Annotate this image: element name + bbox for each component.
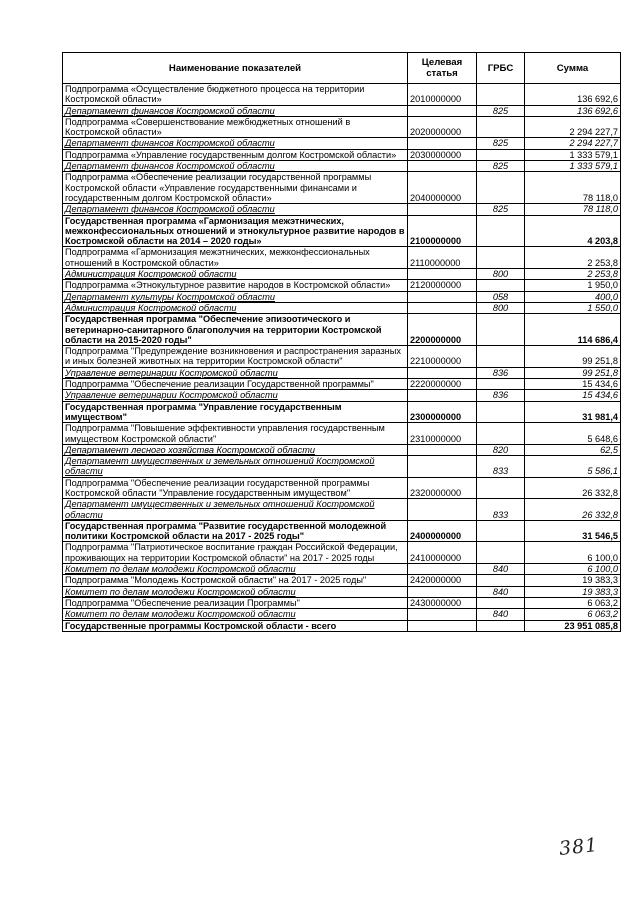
cell-sum: 6 100,0	[525, 564, 621, 575]
cell-name: Подпрограмма "Обеспечение реализации Государственной программы"	[63, 379, 408, 390]
cell-code: 2310000000	[408, 423, 477, 445]
cell-sum: 1 333 579,1	[525, 149, 621, 160]
cell-sum: 1 950,0	[525, 280, 621, 291]
cell-grbs	[477, 575, 525, 586]
cell-code	[408, 499, 477, 521]
cell-name: Комитет по делам молодежи Костромской области	[63, 586, 408, 597]
cell-name: Департамент финансов Костромской области	[63, 105, 408, 116]
cell-sum: 2 253,8	[525, 247, 621, 269]
cell-sum: 400,0	[525, 291, 621, 302]
cell-grbs: 800	[477, 302, 525, 313]
cell-code: 2200000000	[408, 314, 477, 346]
cell-code: 2400000000	[408, 520, 477, 542]
cell-name: Подпрограмма «Этнокультурное развитие народов в Костромской области»	[63, 280, 408, 291]
cell-name: Подпрограмма "Повышение эффективности управления государственным имуществом Костромской области"	[63, 423, 408, 445]
cell-grbs	[477, 314, 525, 346]
cell-sum: 78 118,0	[525, 172, 621, 204]
cell-grbs	[477, 215, 525, 247]
cell-code	[408, 586, 477, 597]
cell-code	[408, 620, 477, 631]
table-row	[63, 444, 621, 455]
cell-name: Подпрограмма "Обеспечение реализации Программы"	[63, 597, 408, 608]
table-row	[63, 367, 621, 378]
cell-grbs: 836	[477, 390, 525, 401]
table-row	[63, 575, 621, 586]
cell-sum: 5 648,6	[525, 423, 621, 445]
table-row	[63, 597, 621, 608]
cell-sum: 62,5	[525, 444, 621, 455]
table-row	[63, 149, 621, 160]
cell-grbs: 836	[477, 367, 525, 378]
cell-code: 2020000000	[408, 116, 477, 138]
cell-sum: 1 333 579,1	[525, 161, 621, 172]
cell-name: Государственная программа «Гармонизация межэтнических, межконфессиональных отношений и этнокультурное развитие народов в Костромской области на 2014 – 2020 годы»	[63, 215, 408, 247]
cell-sum: 78 118,0	[525, 204, 621, 215]
cell-code	[408, 564, 477, 575]
table-row	[63, 609, 621, 620]
cell-code: 2120000000	[408, 280, 477, 291]
cell-name: Администрация Костромской области	[63, 302, 408, 313]
cell-sum: 2 294 227,7	[525, 138, 621, 149]
table-row	[63, 291, 621, 302]
cell-grbs: 833	[477, 499, 525, 521]
cell-code: 2300000000	[408, 401, 477, 423]
header-code: Целевая статья	[408, 53, 477, 84]
cell-sum: 2 294 227,7	[525, 116, 621, 138]
cell-code	[408, 609, 477, 620]
table-body	[63, 84, 621, 632]
table-row	[63, 215, 621, 247]
cell-sum: 6 063,2	[525, 597, 621, 608]
cell-sum: 99 251,8	[525, 346, 621, 368]
cell-name: Подпрограмма "Молодежь Костромской области" на 2017 - 2025 годы"	[63, 575, 408, 586]
cell-name: Государственная программа "Обеспечение эпизоотического и ветеринарно-санитарного благополучия на территории Костромской области на 2015-2020 годы"	[63, 314, 408, 346]
cell-grbs	[477, 149, 525, 160]
cell-grbs	[477, 597, 525, 608]
cell-sum: 19 383,3	[525, 575, 621, 586]
cell-code: 2420000000	[408, 575, 477, 586]
header-name: Наименование показателей	[63, 53, 408, 84]
cell-name: Подпрограмма «Управление государственным долгом Костромской области»	[63, 149, 408, 160]
cell-name: Подпрограмма "Патриотическое воспитание граждан Российской Федерации, проживающих на территории Костромской области" на 2017 - 2025 годы	[63, 542, 408, 564]
cell-code	[408, 444, 477, 455]
table-row	[63, 499, 621, 521]
cell-grbs: 058	[477, 291, 525, 302]
cell-grbs	[477, 620, 525, 631]
cell-name: Управление ветеринарии Костромской области	[63, 390, 408, 401]
cell-grbs	[477, 423, 525, 445]
cell-code	[408, 105, 477, 116]
cell-code	[408, 138, 477, 149]
cell-code	[408, 204, 477, 215]
table-row	[63, 138, 621, 149]
handwritten-page-number: 381	[557, 834, 600, 860]
cell-code	[408, 291, 477, 302]
table-header-row	[63, 53, 621, 84]
cell-name: Департамент имущественных и земельных отношений Костромской области	[63, 499, 408, 521]
table-row	[63, 247, 621, 269]
cell-sum: 5 586,1	[525, 456, 621, 478]
cell-name: Комитет по делам молодежи Костромской области	[63, 609, 408, 620]
table-row	[63, 423, 621, 445]
cell-grbs	[477, 401, 525, 423]
cell-code	[408, 161, 477, 172]
table-row	[63, 390, 621, 401]
cell-name: Департамент лесного хозяйства Костромской области	[63, 444, 408, 455]
cell-grbs: 840	[477, 564, 525, 575]
cell-grbs: 833	[477, 456, 525, 478]
cell-name: Администрация Костромской области	[63, 269, 408, 280]
table-row	[63, 172, 621, 204]
cell-grbs	[477, 172, 525, 204]
cell-code: 2220000000	[408, 379, 477, 390]
cell-grbs	[477, 542, 525, 564]
cell-grbs: 825	[477, 204, 525, 215]
cell-sum: 26 332,8	[525, 499, 621, 521]
cell-name: Подпрограмма «Гармонизация межэтнических, межконфессиональных отношений в Костромской области»	[63, 247, 408, 269]
cell-code: 2100000000	[408, 215, 477, 247]
cell-grbs	[477, 116, 525, 138]
cell-code	[408, 302, 477, 313]
table-row	[63, 456, 621, 478]
table-row	[63, 105, 621, 116]
table-row	[63, 542, 621, 564]
cell-sum: 2 253,8	[525, 269, 621, 280]
cell-grbs: 820	[477, 444, 525, 455]
cell-code	[408, 456, 477, 478]
cell-grbs	[477, 247, 525, 269]
cell-name: Государственная программа "Развитие государственной молодежной политики Костромской области на 2017 - 2025 годы"	[63, 520, 408, 542]
cell-sum: 31 981,4	[525, 401, 621, 423]
cell-code: 2010000000	[408, 84, 477, 106]
cell-sum: 114 686,4	[525, 314, 621, 346]
table-row	[63, 314, 621, 346]
cell-name: Управление ветеринарии Костромской области	[63, 367, 408, 378]
cell-code	[408, 367, 477, 378]
cell-sum: 1 550,0	[525, 302, 621, 313]
cell-name: Подпрограмма «Осуществление бюджетного процесса на территории Костромской области»	[63, 84, 408, 106]
cell-name: Департамент финансов Костромской области	[63, 204, 408, 215]
budget-table	[62, 52, 621, 632]
cell-name: Департамент финансов Костромской области	[63, 161, 408, 172]
cell-sum: 15 434,6	[525, 379, 621, 390]
table-row	[63, 204, 621, 215]
cell-code: 2320000000	[408, 477, 477, 499]
cell-name: Департамент имущественных и земельных отношений Костромской области	[63, 456, 408, 478]
table-row	[63, 477, 621, 499]
cell-sum: 15 434,6	[525, 390, 621, 401]
table-row	[63, 161, 621, 172]
cell-name: Подпрограмма "Обеспечение реализации государственной программы Костромской области "Управление государственным имуществом"	[63, 477, 408, 499]
cell-sum: 6 100,0	[525, 542, 621, 564]
cell-grbs: 840	[477, 586, 525, 597]
cell-name: Подпрограмма "Предупреждение возникновения и распространения заразных и иных болезней животных на территории Костромской области"	[63, 346, 408, 368]
cell-code: 2110000000	[408, 247, 477, 269]
cell-code: 2040000000	[408, 172, 477, 204]
cell-grbs: 840	[477, 609, 525, 620]
cell-grbs	[477, 346, 525, 368]
cell-name: Департамент финансов Костромской области	[63, 138, 408, 149]
table-row	[63, 302, 621, 313]
cell-sum: 6 063,2	[525, 609, 621, 620]
cell-name: Подпрограмма «Обеспечение реализации государственной программы Костромской области «Управление государственными финансами и государственным долгом Костромской области»	[63, 172, 408, 204]
table-row	[63, 520, 621, 542]
table-row	[63, 280, 621, 291]
table-row	[63, 346, 621, 368]
cell-code: 2030000000	[408, 149, 477, 160]
cell-sum: 99 251,8	[525, 367, 621, 378]
cell-sum: 136 692,6	[525, 84, 621, 106]
cell-code	[408, 390, 477, 401]
table-row	[63, 401, 621, 423]
cell-name: Государственная программа "Управление государственным имуществом"	[63, 401, 408, 423]
cell-grbs	[477, 84, 525, 106]
table-row	[63, 269, 621, 280]
cell-grbs: 825	[477, 138, 525, 149]
cell-sum: 26 332,8	[525, 477, 621, 499]
table-row	[63, 379, 621, 390]
cell-grbs	[477, 477, 525, 499]
table-row	[63, 116, 621, 138]
table-row	[63, 586, 621, 597]
cell-grbs: 800	[477, 269, 525, 280]
table-row	[63, 620, 621, 631]
cell-code: 2410000000	[408, 542, 477, 564]
cell-name: Комитет по делам молодежи Костромской области	[63, 564, 408, 575]
cell-name: Государственные программы Костромской области - всего	[63, 620, 408, 631]
cell-sum: 136 692,6	[525, 105, 621, 116]
header-grbs: ГРБС	[477, 53, 525, 84]
cell-sum: 23 951 085,8	[525, 620, 621, 631]
cell-grbs	[477, 520, 525, 542]
cell-code	[408, 269, 477, 280]
cell-grbs	[477, 280, 525, 291]
cell-sum: 4 203,8	[525, 215, 621, 247]
cell-sum: 31 546,5	[525, 520, 621, 542]
cell-code: 2430000000	[408, 597, 477, 608]
cell-code: 2210000000	[408, 346, 477, 368]
cell-grbs: 825	[477, 161, 525, 172]
table-row	[63, 564, 621, 575]
cell-name: Подпрограмма «Совершенствование межбюджетных отношений в Костромской области»	[63, 116, 408, 138]
cell-sum: 19 383,3	[525, 586, 621, 597]
cell-grbs	[477, 379, 525, 390]
cell-grbs: 825	[477, 105, 525, 116]
cell-name: Департамент культуры Костромской области	[63, 291, 408, 302]
table-row	[63, 84, 621, 106]
header-sum: Сумма	[525, 53, 621, 84]
